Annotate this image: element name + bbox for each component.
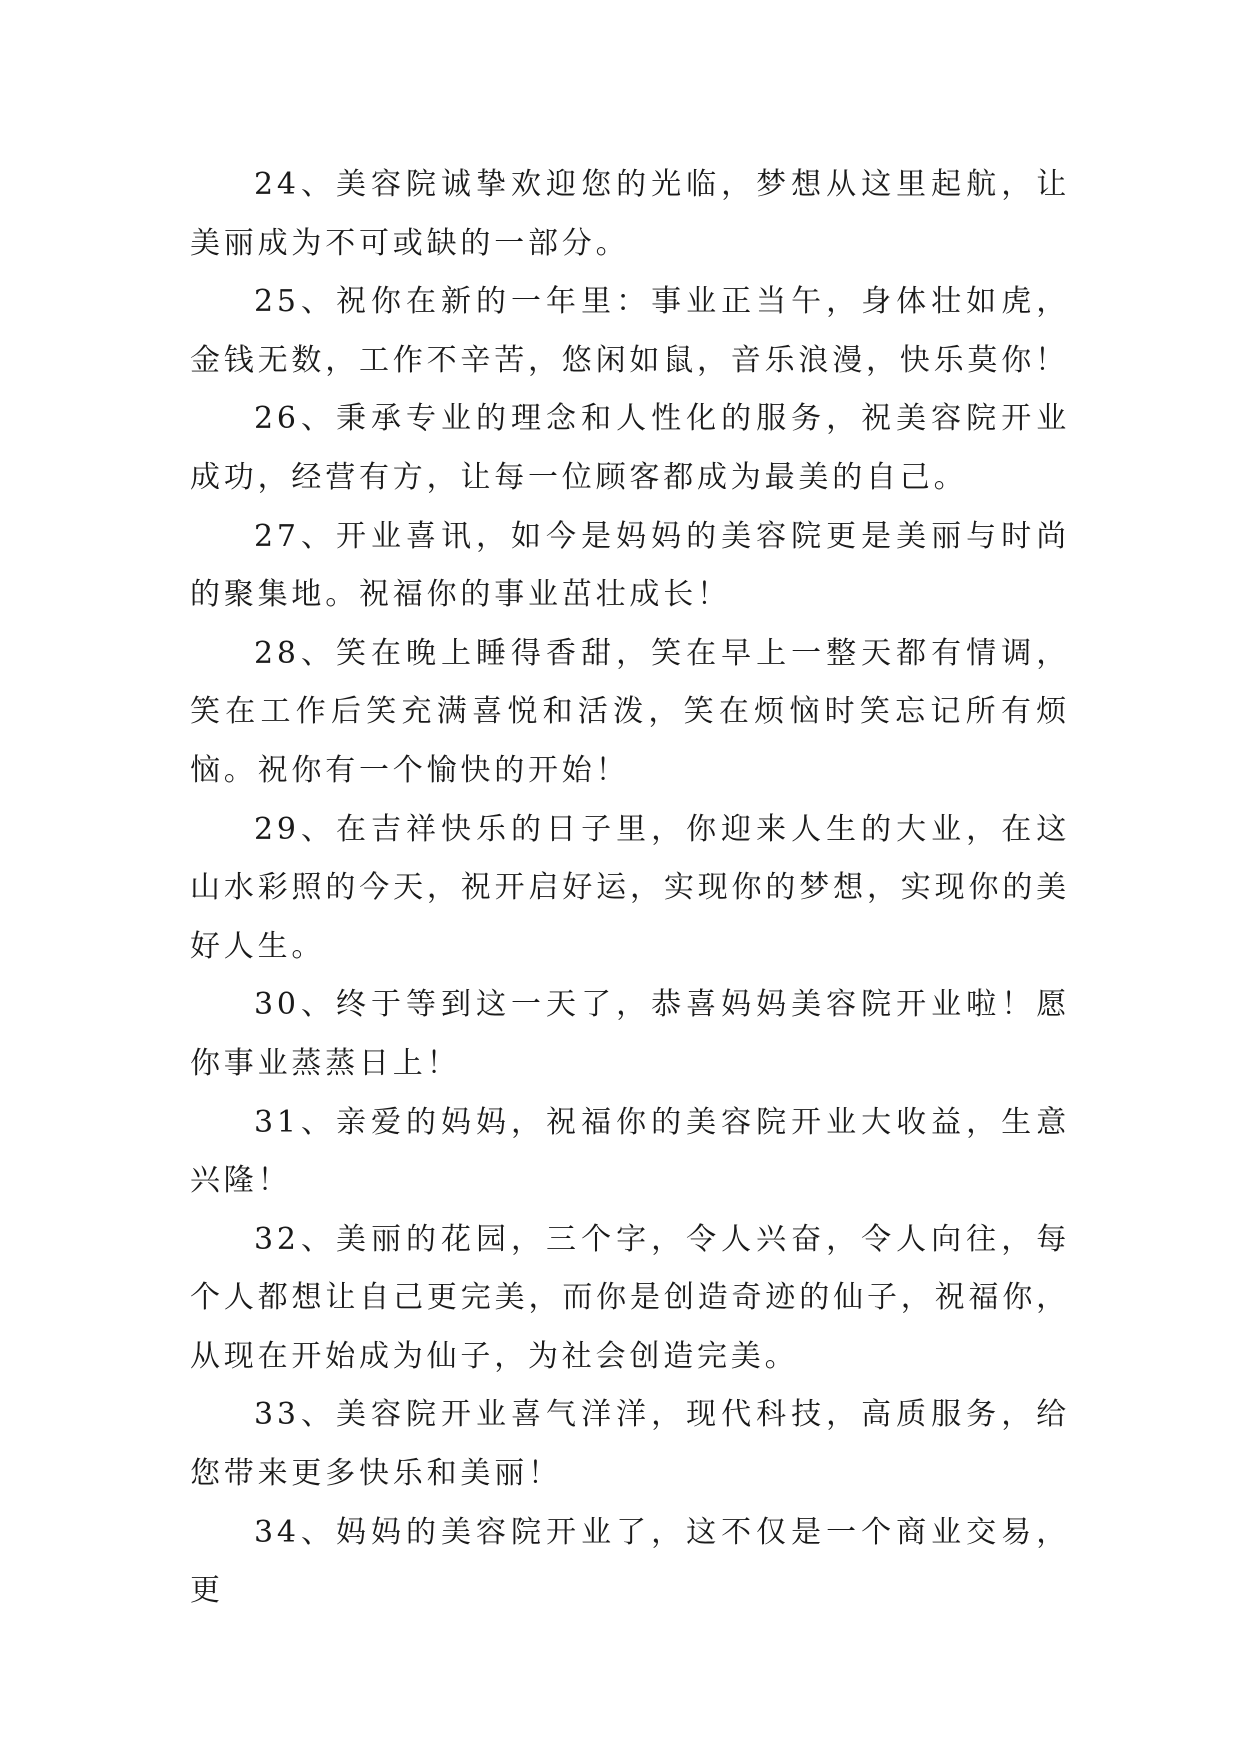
paragraph-30: 30、终于等到这一天了，恭喜妈妈美容院开业啦！愿你事业蒸蒸日上！ (190, 987, 1070, 1081)
paragraph-31: 31、亲爱的妈妈，祝福你的美容院开业大收益，生意兴隆！ (190, 1104, 1070, 1199)
document-body (190, 156, 1070, 1621)
paragraph-33: 33、美容院开业喜气洋洋，现代科技，高质服务，给您带来更多快乐和美丽！ (190, 1397, 1070, 1492)
paragraph-29: 29、在吉祥快乐的日子里，你迎来人生的大业，在这山水彩照的今天，祝开启好运，实现你的梦想，实现你的美好人生。 (190, 811, 1070, 964)
paragraph-24: 24、美容院诚挚欢迎您的光临，梦想从这里起航，让美丽成为不可或缺的一部分。 (190, 167, 1070, 261)
paragraph-27: 27、开业喜讯，如今是妈妈的美容院更是美丽与时尚的聚集地。祝福你的事业茁壮成长！ (190, 518, 1070, 613)
paragraph-32: 32、美丽的花园，三个字，令人兴奋，令人向往，每个人都想让自己更完美，而你是创造奇迹的仙子，祝福你，从现在开始成为仙子，为社会创造完美。 (190, 1221, 1070, 1374)
paragraph-34: 34、妈妈的美容院开业了，这不仅是一个商业交易，更 (190, 1514, 1070, 1609)
paragraph-26: 26、秉承专业的理念和人性化的服务，祝美容院开业成功，经营有方，让每一位顾客都成为最美的自己。 (190, 401, 1070, 495)
paragraph-28: 28、笑在晚上睡得香甜，笑在早上一整天都有情调，笑在工作后笑充满喜悦和活泼，笑在烦恼时笑忘记所有烦恼。祝你有一个愉快的开始！ (190, 635, 1070, 788)
paragraph-25: 25、祝你在新的一年里：事业正当午，身体壮如虎，金钱无数，工作不辛苦，悠闲如鼠，音乐浪漫，快乐莫你！ (190, 284, 1070, 378)
